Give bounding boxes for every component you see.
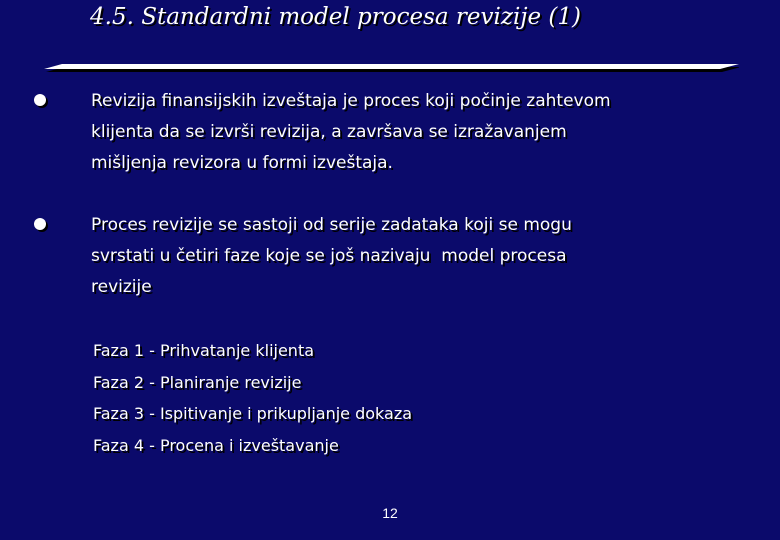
bullet-line: revizije: [91, 277, 152, 297]
bullet-dot-icon: [34, 94, 46, 106]
bullet-line: svrstati u četiri faze koje se još nazivaju model procesa: [91, 246, 567, 266]
bullet-dot-icon: [34, 218, 46, 230]
phase-item-4: Faza 4 - Procena i izveštavanje: [93, 435, 339, 455]
bullet-line: Revizija finansijskih izveštaja je proces koji počinje zahtevom: [91, 91, 611, 111]
title-divider: [44, 63, 739, 73]
phase-list: [93, 335, 412, 461]
phase-item-3: Faza 3 - Ispitivanje i prikupljanje dokaza: [93, 404, 413, 423]
bullet-audit-process: [34, 210, 734, 303]
page-number: 12: [382, 505, 398, 521]
bullet-line: mišljenja revizora u formi izveštaja.: [91, 153, 393, 173]
phase-item-2: Faza 2 - Planiranje revizije: [93, 372, 302, 392]
bullet-line: Proces revizije se sastoji od serije zadataka koji se mogu: [91, 215, 572, 235]
bullet-text: [91, 86, 734, 179]
bullet-text: [91, 210, 734, 303]
bullet-line: klijenta da se izvrši revizija, a završava se izražavanjem: [91, 122, 567, 142]
phase-item-1: Faza 1 - Prihvatanje klijenta: [93, 341, 315, 360]
slide-title: 4.5. Standardni model procesa revizije (1): [90, 4, 581, 30]
bullet-audit-definition: [34, 86, 734, 179]
